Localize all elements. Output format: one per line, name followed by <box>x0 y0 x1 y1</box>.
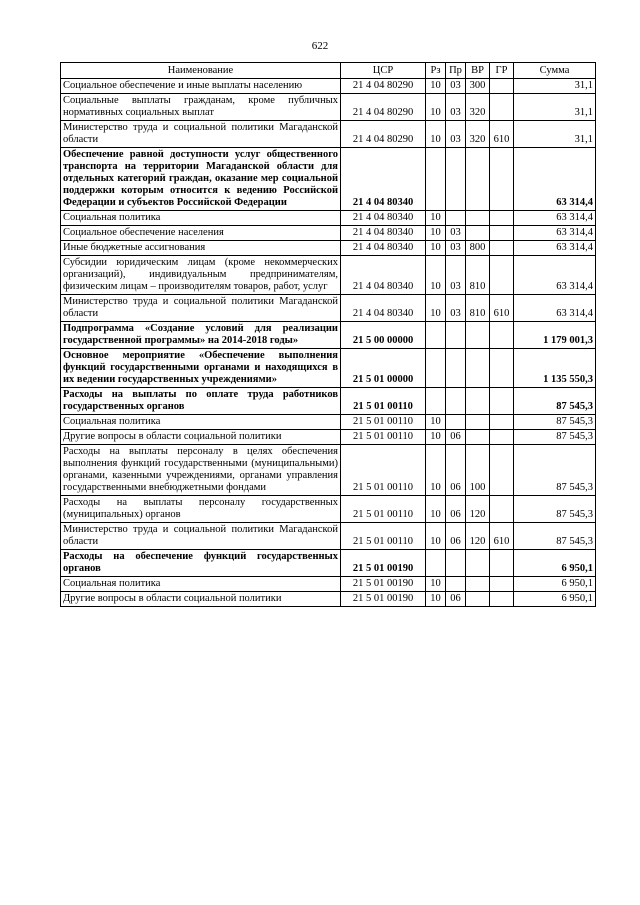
row-pr: 06 <box>446 592 466 607</box>
row-name: Субсидии юридическим лицам (кроме некоммерческих организаций), индивидуальным предпринимателям, физическим лицам – производителям товаров, работ, услуг <box>61 256 341 295</box>
row-gr: 610 <box>490 523 514 550</box>
row-pr: 06 <box>446 496 466 523</box>
row-name: Расходы на обеспечение функций государственных органов <box>61 550 341 577</box>
row-pr <box>446 322 466 349</box>
row-rz: 10 <box>426 94 446 121</box>
row-vr: 810 <box>466 256 490 295</box>
row-csr: 21 4 04 80290 <box>341 121 426 148</box>
row-vr: 810 <box>466 295 490 322</box>
row-sum: 63 314,4 <box>514 256 596 295</box>
row-name: Расходы на выплаты персоналу в целях обеспечения выполнения функций государственными (муниципальными) органами, казенными учреждениями, органами управления государственными внебюджетными фондами <box>61 445 341 496</box>
row-sum: 1 135 550,3 <box>514 349 596 388</box>
row-name: Другие вопросы в области социальной политики <box>61 592 341 607</box>
row-vr: 320 <box>466 94 490 121</box>
row-rz: 10 <box>426 226 446 241</box>
table-row <box>61 349 596 388</box>
row-sum: 31,1 <box>514 79 596 94</box>
row-sum: 63 314,4 <box>514 148 596 211</box>
row-sum: 87 545,3 <box>514 430 596 445</box>
header-name: Наименование <box>61 63 341 79</box>
row-pr: 03 <box>446 79 466 94</box>
row-name: Обеспечение равной доступности услуг общественного транспорта на территории Магаданской области для отдельных категорий граждан, оказание мер социальной поддержки которым относится к ведению Российской Федерации и субъектов Российской Федерации <box>61 148 341 211</box>
row-name: Социальное обеспечение и иные выплаты населению <box>61 79 341 94</box>
row-name: Министерство труда и социальной политики Магаданской области <box>61 121 341 148</box>
row-pr <box>446 148 466 211</box>
table-row <box>61 256 596 295</box>
table-row <box>61 550 596 577</box>
row-gr <box>490 256 514 295</box>
row-name: Социальная политика <box>61 415 341 430</box>
row-sum: 63 314,4 <box>514 295 596 322</box>
table-row <box>61 388 596 415</box>
table-row <box>61 523 596 550</box>
row-pr: 06 <box>446 445 466 496</box>
row-rz: 10 <box>426 121 446 148</box>
row-csr: 21 4 04 80340 <box>341 148 426 211</box>
header-csr: ЦСР <box>341 63 426 79</box>
row-pr <box>446 577 466 592</box>
row-csr: 21 4 04 80340 <box>341 295 426 322</box>
row-gr: 610 <box>490 121 514 148</box>
row-vr <box>466 322 490 349</box>
row-csr: 21 5 01 00110 <box>341 430 426 445</box>
row-vr <box>466 388 490 415</box>
table-row <box>61 79 596 94</box>
row-sum: 63 314,4 <box>514 211 596 226</box>
row-csr: 21 4 04 80290 <box>341 79 426 94</box>
row-vr: 320 <box>466 121 490 148</box>
row-csr: 21 5 00 00000 <box>341 322 426 349</box>
row-pr: 03 <box>446 241 466 256</box>
header-pr: Пр <box>446 63 466 79</box>
row-name: Основное мероприятие «Обеспечение выполнения функций государственными органами и находящихся в их ведении государственных учреждениями» <box>61 349 341 388</box>
header-vr: ВР <box>466 63 490 79</box>
row-pr: 06 <box>446 430 466 445</box>
row-sum: 87 545,3 <box>514 523 596 550</box>
table-row <box>61 226 596 241</box>
row-vr: 300 <box>466 79 490 94</box>
table-row <box>61 577 596 592</box>
row-rz <box>426 550 446 577</box>
row-gr: 610 <box>490 295 514 322</box>
row-gr <box>490 94 514 121</box>
row-gr <box>490 79 514 94</box>
table-row <box>61 592 596 607</box>
row-name: Социальная политика <box>61 577 341 592</box>
row-sum: 6 950,1 <box>514 550 596 577</box>
row-pr: 03 <box>446 121 466 148</box>
table-body <box>61 79 596 607</box>
row-name: Социальное обеспечение населения <box>61 226 341 241</box>
row-rz: 10 <box>426 256 446 295</box>
row-vr <box>466 592 490 607</box>
row-gr <box>490 241 514 256</box>
row-sum: 63 314,4 <box>514 226 596 241</box>
row-sum: 63 314,4 <box>514 241 596 256</box>
row-sum: 6 950,1 <box>514 577 596 592</box>
row-vr <box>466 577 490 592</box>
table-header <box>61 63 596 79</box>
row-pr <box>446 388 466 415</box>
row-pr: 03 <box>446 256 466 295</box>
table-row <box>61 148 596 211</box>
row-rz: 10 <box>426 241 446 256</box>
row-vr <box>466 550 490 577</box>
row-sum: 1 179 001,3 <box>514 322 596 349</box>
row-vr <box>466 349 490 388</box>
row-rz <box>426 388 446 415</box>
row-rz <box>426 322 446 349</box>
row-pr: 03 <box>446 94 466 121</box>
row-rz: 10 <box>426 577 446 592</box>
row-gr <box>490 322 514 349</box>
row-gr <box>490 430 514 445</box>
row-csr: 21 5 01 00110 <box>341 388 426 415</box>
row-sum: 6 950,1 <box>514 592 596 607</box>
row-name: Социальная политика <box>61 211 341 226</box>
row-gr <box>490 592 514 607</box>
row-sum: 87 545,3 <box>514 445 596 496</box>
table-row <box>61 445 596 496</box>
row-rz: 10 <box>426 592 446 607</box>
page-number: 622 <box>311 40 329 52</box>
row-rz <box>426 349 446 388</box>
row-rz: 10 <box>426 523 446 550</box>
table-row <box>61 241 596 256</box>
row-csr: 21 4 04 80340 <box>341 241 426 256</box>
row-vr <box>466 415 490 430</box>
row-gr <box>490 415 514 430</box>
row-gr <box>490 388 514 415</box>
row-csr: 21 5 01 00190 <box>341 592 426 607</box>
row-csr: 21 5 01 00110 <box>341 445 426 496</box>
row-csr: 21 5 01 00110 <box>341 523 426 550</box>
table-row <box>61 121 596 148</box>
row-pr <box>446 550 466 577</box>
row-csr: 21 4 04 80340 <box>341 226 426 241</box>
table-row <box>61 322 596 349</box>
row-name: Другие вопросы в области социальной политики <box>61 430 341 445</box>
row-gr <box>490 211 514 226</box>
row-gr <box>490 577 514 592</box>
row-sum: 87 545,3 <box>514 496 596 523</box>
header-gr: ГР <box>490 63 514 79</box>
row-pr <box>446 415 466 430</box>
row-csr: 21 5 01 00190 <box>341 577 426 592</box>
row-name: Расходы на выплаты по оплате труда работников государственных органов <box>61 388 341 415</box>
row-sum: 87 545,3 <box>514 415 596 430</box>
row-vr: 800 <box>466 241 490 256</box>
row-sum: 31,1 <box>514 121 596 148</box>
row-gr <box>490 496 514 523</box>
row-csr: 21 4 04 80340 <box>341 211 426 226</box>
budget-table <box>60 62 596 607</box>
row-sum: 31,1 <box>514 94 596 121</box>
row-vr <box>466 211 490 226</box>
row-name: Иные бюджетные ассигнования <box>61 241 341 256</box>
row-gr <box>490 445 514 496</box>
row-vr: 120 <box>466 496 490 523</box>
row-pr: 03 <box>446 295 466 322</box>
row-gr <box>490 226 514 241</box>
table-row <box>61 415 596 430</box>
row-rz: 10 <box>426 79 446 94</box>
row-name: Министерство труда и социальной политики Магаданской области <box>61 295 341 322</box>
table-row <box>61 496 596 523</box>
row-pr <box>446 211 466 226</box>
row-vr <box>466 148 490 211</box>
table-row <box>61 430 596 445</box>
row-pr: 06 <box>446 523 466 550</box>
row-name: Министерство труда и социальной политики Магаданской области <box>61 523 341 550</box>
row-csr: 21 5 01 00000 <box>341 349 426 388</box>
row-gr <box>490 349 514 388</box>
row-rz: 10 <box>426 430 446 445</box>
table-row <box>61 295 596 322</box>
row-pr: 03 <box>446 226 466 241</box>
row-pr <box>446 349 466 388</box>
row-name: Социальные выплаты гражданам, кроме публичных нормативных социальных выплат <box>61 94 341 121</box>
table-row <box>61 211 596 226</box>
row-gr <box>490 550 514 577</box>
row-rz <box>426 148 446 211</box>
row-rz: 10 <box>426 415 446 430</box>
row-vr <box>466 226 490 241</box>
row-vr <box>466 430 490 445</box>
row-name: Расходы на выплаты персоналу государственных (муниципальных) органов <box>61 496 341 523</box>
row-rz: 10 <box>426 211 446 226</box>
row-csr: 21 5 01 00110 <box>341 496 426 523</box>
row-csr: 21 5 01 00110 <box>341 415 426 430</box>
row-rz: 10 <box>426 445 446 496</box>
header-sum: Сумма <box>514 63 596 79</box>
row-gr <box>490 148 514 211</box>
table-row <box>61 94 596 121</box>
row-csr: 21 5 01 00190 <box>341 550 426 577</box>
header-rz: Рз <box>426 63 446 79</box>
row-vr: 120 <box>466 523 490 550</box>
row-sum: 87 545,3 <box>514 388 596 415</box>
row-name: Подпрограмма «Создание условий для реализации государственной программы» на 2014-2018 годы» <box>61 322 341 349</box>
row-vr: 100 <box>466 445 490 496</box>
row-rz: 10 <box>426 496 446 523</box>
row-csr: 21 4 04 80290 <box>341 94 426 121</box>
row-rz: 10 <box>426 295 446 322</box>
row-csr: 21 4 04 80340 <box>341 256 426 295</box>
